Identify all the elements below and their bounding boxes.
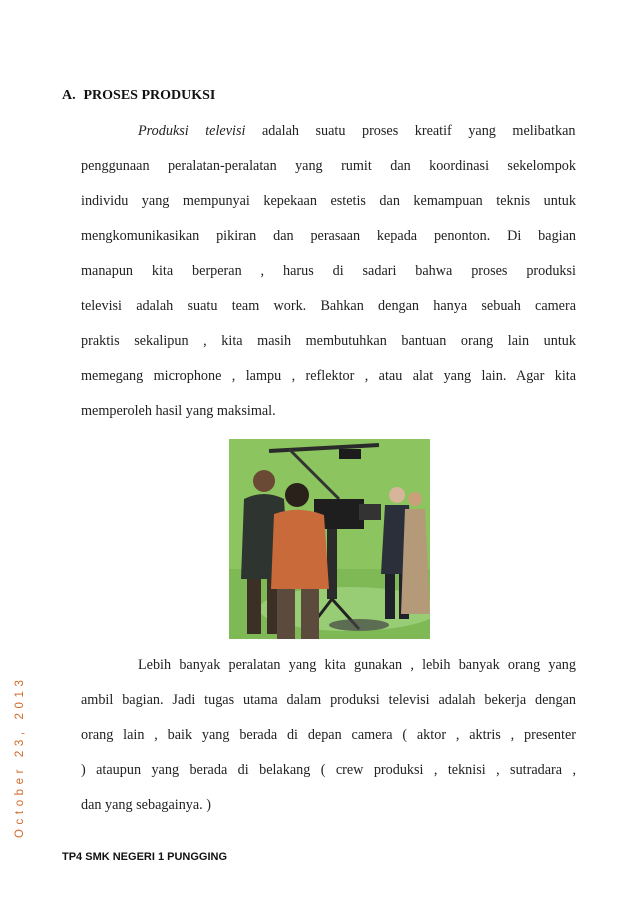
paragraph-line [81, 121, 576, 156]
page-footer: TP4 SMK NEGERI 1 PUNGGING [62, 851, 228, 863]
section-title: PROSES PRODUKSI [83, 88, 216, 103]
paragraph-line: memegang microphone , lampu , reflektor , atau alat yang lain. Agar kita [81, 368, 576, 384]
paragraph-line: Lebih banyak peralatan yang kita gunakan , lebih banyak orang yang [138, 657, 576, 673]
paragraph-2 [81, 655, 576, 830]
paragraph-line: televisi adalah suatu team work. Bahkan dengan hanya sebuah camera [81, 298, 576, 314]
side-date: October 23, 2013 [14, 675, 26, 838]
studio-production-photo [229, 439, 430, 639]
lead-italic: Produksi televisi [138, 123, 246, 139]
paragraph-line: ambil bagian. Jadi tugas utama dalam produksi televisi adalah bekerja dengan [81, 692, 576, 708]
paragraph-line: memperoleh hasil yang maksimal. [81, 403, 276, 419]
paragraph-line: dan yang sebagainya. ) [81, 797, 212, 813]
paragraph-line: mengkomunikasikan pikiran dan perasaan kepada penonton. Di bagian [81, 228, 576, 244]
paragraph-line: manapun kita berperan , harus di sadari bahwa proses produksi [81, 263, 576, 279]
section-number: A. [62, 88, 76, 103]
paragraph-line: praktis sekalipun , kita masih membutuhkan bantuan orang lain untuk [81, 333, 576, 349]
studio-photo-drawing [229, 439, 430, 639]
line-text: adalah suatu proses kreatif yang melibatkan [261, 123, 576, 139]
paragraph-line: penggunaan peralatan-peralatan yang rumit dan koordinasi sekelompok [81, 158, 576, 174]
paragraph-line: orang lain , baik yang berada di depan camera ( aktor , aktris , presenter [81, 727, 576, 743]
paragraph-line: individu yang mempunyai kepekaan estetis dan kemampuan teknis untuk [81, 193, 576, 209]
paragraph-line: ) ataupun yang berada di belakang ( crew produksi , teknisi , sutradara , [81, 762, 576, 778]
section-heading [62, 88, 215, 104]
paragraph-1 [81, 121, 576, 436]
